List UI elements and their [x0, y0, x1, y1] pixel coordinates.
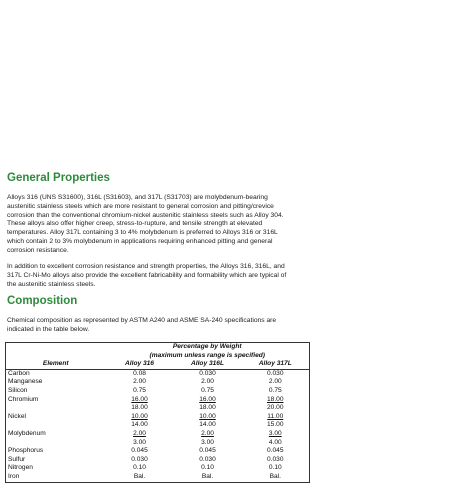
text-line: indicated in the table below. — [7, 325, 90, 333]
general-properties-paragraph-1 — [7, 194, 469, 256]
table-row — [6, 378, 310, 387]
text-line: 317L Cr-Ni-Mo alloys also provide the excellent fabricability and formability which are typical of — [7, 271, 287, 279]
table-row — [6, 464, 310, 473]
element-name: Nitrogen — [6, 464, 106, 473]
table-row — [6, 396, 310, 405]
element-name: Phosphorus — [6, 447, 106, 456]
value-317l: 0.030 — [242, 369, 310, 378]
column-header-alloy-316: Alloy 316 — [106, 360, 174, 369]
value-316l: 0.045 — [199, 447, 216, 455]
value-316l: Bal. — [174, 473, 242, 482]
value-316: 0.75 — [133, 386, 146, 394]
table-header-percentage: Percentage by Weight — [106, 343, 310, 352]
value-316-min: 16.00 — [131, 395, 148, 403]
value-316: 0.08 — [133, 369, 146, 377]
table-row — [6, 413, 310, 422]
column-header-element: Element — [6, 360, 106, 369]
text-line: corrosion resistance. — [7, 246, 69, 254]
value-317l: 2.00 — [242, 378, 310, 387]
text-line: These alloys also offer higher creep, stress-to-rupture, and tensile strength at elevated — [7, 220, 263, 228]
composition-intro — [7, 317, 469, 335]
value-316: Bal. — [106, 473, 174, 482]
text-line: In addition to excellent corrosion resistance and strength properties, the Alloys 316, 316L, and — [7, 263, 285, 270]
text-line: austenitic stainless steels which are more resistant to general corrosion and pitting/crevice — [7, 202, 274, 210]
table-row-continuation — [6, 421, 310, 430]
value-316: 2.00 — [133, 378, 146, 386]
value-316: 0.10 — [133, 464, 146, 472]
column-header-alloy-316l: Alloy 316L — [174, 360, 242, 369]
element-name: Iron — [6, 473, 106, 482]
value-317l: 0.75 — [242, 387, 310, 396]
element-name: Silicon — [6, 387, 106, 396]
value-316l-min: 16.00 — [199, 395, 216, 403]
value-317l-max: 4.00 — [242, 439, 310, 448]
element-name: Nickel — [6, 413, 106, 422]
text-line: which contain 2 to 3% molybdenum in applications requiring enhanced pitting and general — [7, 237, 273, 245]
table-row — [6, 430, 310, 439]
value-317l: 0.030 — [242, 456, 310, 465]
value-316l-max: 14.00 — [199, 421, 216, 429]
table-row — [6, 387, 310, 396]
value-317l-max: 20.00 — [242, 404, 310, 413]
table-row — [6, 473, 310, 482]
value-316: 0.030 — [131, 455, 148, 463]
table-row-continuation — [6, 404, 310, 413]
composition-table — [5, 342, 310, 483]
element-name: Chromium — [6, 396, 106, 405]
value-316-max: 3.00 — [133, 438, 146, 446]
table-row — [6, 369, 310, 378]
element-name: Molybdenum — [6, 430, 106, 439]
value-316l: 0.030 — [199, 455, 216, 463]
text-line: corrosion than the conventional chromium-nickel austenitic stainless steels such as Alloy 304. — [7, 211, 284, 219]
value-317l-max: 15.00 — [242, 421, 310, 430]
value-316l-max: 3.00 — [201, 438, 214, 446]
table-row — [6, 456, 310, 465]
table-header-range-note: (maximum unless range is specified) — [106, 352, 310, 361]
general-properties-heading: General Properties — [7, 172, 110, 184]
value-316l-min: 10.00 — [199, 412, 216, 420]
value-316l-min: 2.00 — [201, 429, 214, 437]
text-line: Alloys 316 (UNS S31600), 316L (S31603), and 317L (S31703) are molybdenum-bearing — [7, 194, 268, 201]
value-317l: 0.045 — [242, 447, 310, 456]
table-row-continuation — [6, 439, 310, 448]
value-316-min: 2.00 — [133, 429, 146, 437]
element-name: Sulfur — [6, 456, 106, 465]
value-316-max: 14.00 — [131, 421, 148, 429]
value-316l-max: 18.00 — [199, 404, 216, 412]
element-name: Carbon — [6, 369, 106, 378]
value-317l-min: 18.00 — [242, 396, 310, 405]
text-line: Chemical composition as represented by ASTM A240 and ASME SA-240 specifications are — [7, 317, 277, 324]
text-line: the austenitic stainless steels. — [7, 280, 96, 288]
column-header-alloy-317l: Alloy 317L — [242, 360, 310, 369]
value-317l: 0.10 — [242, 464, 310, 473]
table-row — [6, 447, 310, 456]
value-316-max: 18.00 — [131, 404, 148, 412]
composition-heading: Composition — [7, 295, 78, 307]
value-316l: 0.75 — [201, 386, 214, 394]
value-316: 0.045 — [131, 447, 148, 455]
value-317l-min: 11.00 — [242, 413, 310, 422]
element-name: Manganese — [6, 378, 106, 387]
value-317l-min: 3.00 — [242, 430, 310, 439]
value-317l: Bal. — [242, 473, 310, 482]
general-properties-paragraph-2 — [7, 263, 469, 289]
value-316l: 0.10 — [201, 464, 214, 472]
value-316-min: 10.00 — [131, 412, 148, 420]
value-316l: 2.00 — [201, 378, 214, 386]
text-line: temperatures. Alloy 317L containing 3 to 4% molybdenum is preferred to Alloys 316 or 316L — [7, 229, 278, 237]
value-316l: 0.030 — [199, 369, 216, 377]
